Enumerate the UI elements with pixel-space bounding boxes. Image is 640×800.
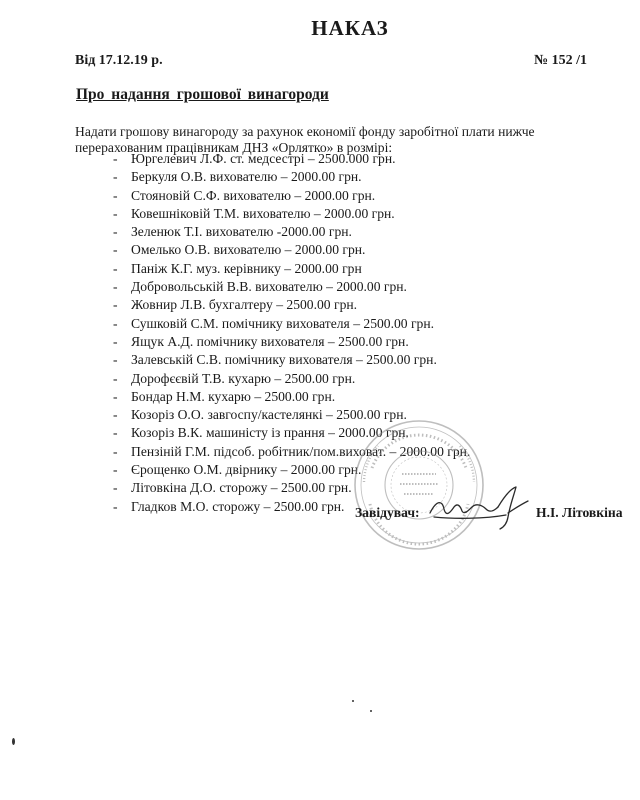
list-bullet: - [113,224,118,240]
list-bullet: - [113,169,118,185]
list-bullet: - [113,205,118,221]
list-item-text: Добровольській В.В. вихователю – 2000.00 грн. [131,279,407,295]
list-item-text: Ящук А.Д. помічнику вихователя – 2500.00 грн. [131,333,409,349]
signatory-title: Завідувач: [355,505,420,520]
order-subject: Про надання грошової винагороди [76,86,329,103]
list-bullet: - [113,333,118,349]
list-item-text: Пензіній Г.М. підсоб. робітник/пом.виховат. – 2000.00 грн. [131,443,471,459]
list-item-text: Літовкіна Д.О. сторожу – 2500.00 грн. [131,480,352,496]
list-bullet: - [113,315,118,331]
list-bullet: - [113,242,118,258]
list-bullet: - [113,425,118,441]
order-number: № 152 /1 [534,53,587,68]
list-item-text: Жовнир Л.В. бухгалтеру – 2500.00 грн. [131,297,358,313]
list-bullet: - [113,279,118,295]
list-bullet: - [113,297,118,313]
list-bullet: - [113,260,118,276]
list-item-text: Дорофєєвій Т.В. кухарю – 2500.00 грн. [131,370,356,386]
list-bullet: - [113,498,118,514]
list-item-text: Беркуля О.В. вихователю – 2000.00 грн. [131,169,362,185]
scan-speck [370,710,372,712]
list-item-text: Козоріз О.О. завгоспу/кастелянкі – 2500.00 грн. [131,407,407,423]
scan-speck [12,738,15,745]
list-item-text: Єрощенко О.М. двірнику – 2000.00 грн. [131,462,362,478]
list-bullet: - [113,352,118,368]
list-item-text: Козоріз В.К. машиністу із прання – 2000.00 грн. [131,425,409,441]
list-bullet: - [113,443,118,459]
scan-speck [352,700,354,702]
list-item-text: Зеленюк Т.І. вихователю -2000.00 грн. [131,224,352,240]
signatory-name: Н.І. Літовкіна [536,505,623,520]
list-item-text: Ковешніковій Т.М. вихователю – 2000.00 грн. [131,205,395,221]
list-bullet: - [113,388,118,404]
order-intro: Надати грошову винагороду за рахунок економії фонду заробітної плати нижче перерахованим працівникам ДНЗ «Орлятко» в розмірі: [75,124,535,155]
list-bullet: - [113,407,118,423]
list-bullet: - [113,370,118,386]
handwritten-signature [424,483,536,533]
list-bullet: - [113,480,118,496]
list-item-text: Омелько О.В. вихователю – 2000.00 грн. [131,242,366,258]
order-date: Від 17.12.19 р. [75,53,163,68]
document-title: НАКАЗ [311,16,389,40]
list-item-text: Паніж К.Г. муз. керівнику – 2000.00 грн [131,260,362,276]
list-item-text: Залевській С.В. помічнику вихователя – 2500.00 грн. [131,352,437,368]
list-item-text: Стояновій С.Ф. вихователю – 2000.00 грн. [131,187,376,203]
list-bullet: - [113,151,118,166]
list-bullet: - [113,187,118,203]
list-item-text: Юргелевич Л.Ф. ст. медсестрі – 2500.000 грн. [131,151,396,166]
list-item-text: Гладков М.О. сторожу – 2500.00 грн. [131,498,345,514]
list-item-text: Сушковій С.М. помічнику вихователя – 2500.00 грн. [131,315,435,331]
list-item-text: Бондар Н.М. кухарю – 2500.00 грн. [131,388,336,404]
list-bullet: - [113,462,118,478]
